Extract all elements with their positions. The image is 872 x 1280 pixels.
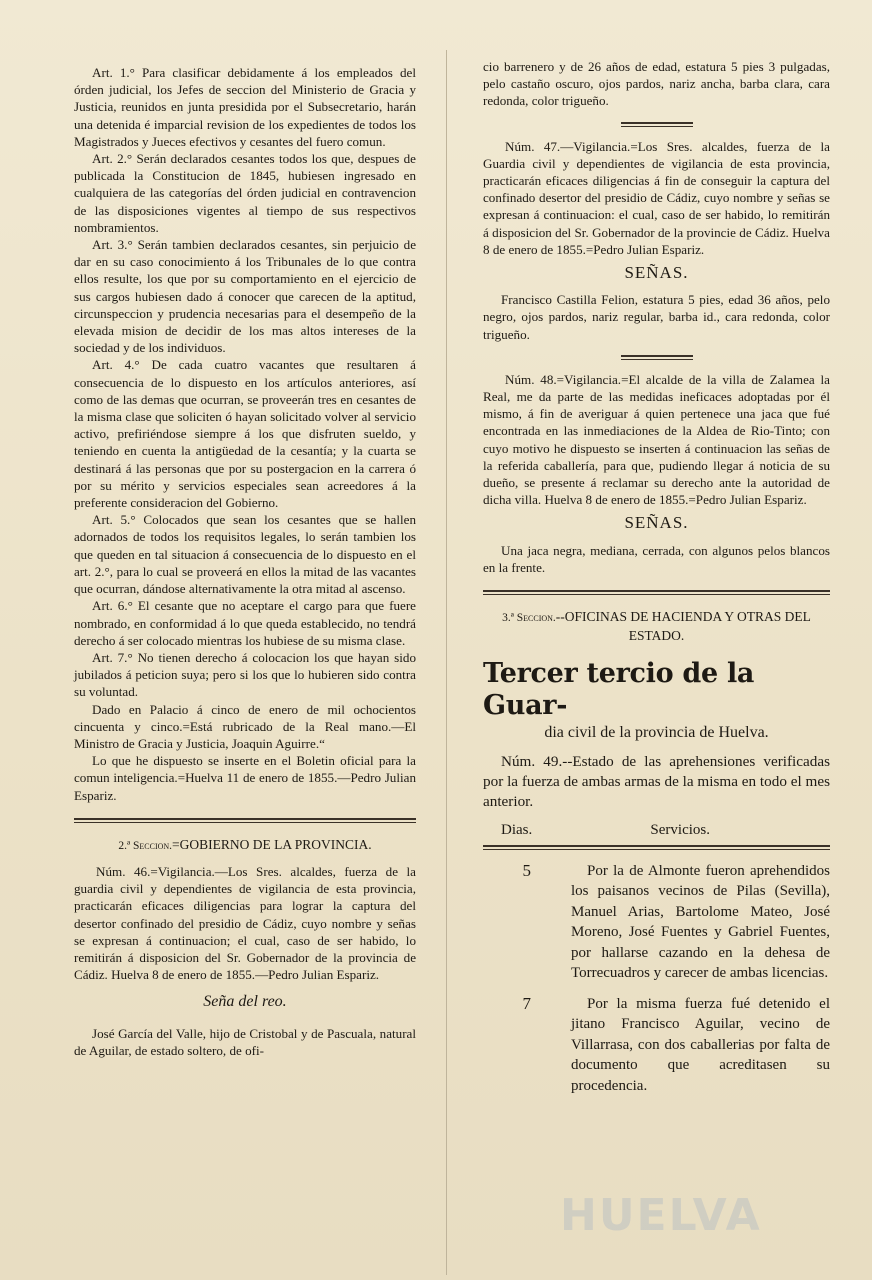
notice-49: Núm. 49.--Estado de las aprehensiones verificadas por la fuerza de ambas armas de la misma en todo el mes anterior. [483, 752, 830, 810]
notice-48: Núm. 48.=Vigilancia.=El alcalde de la villa de Zalamea la Real, me da parte de las medidas ineficaces adoptadas por él mismo, á fin de averiguar á quien pertenece una jaca que fué encontrada en las inmediaciones de la Aldea de Rio-Tinto; con cuyo motivo he dispuesto se inserten á continuacion las señas de la referida caballería, para que, pudiendo llegar á noticia de su dueño, se presente á reclamar su derecho ante la autoridad de dicha villa. Huelva 8 de enero de 1855.=Pedro Julian Espariz. [483, 371, 830, 508]
senas-heading-2: SEÑAS. [624, 513, 689, 533]
section-2-title: =GOBIERNO DE LA PROVINCIA. [172, 836, 372, 852]
section-2-label: 2.ª Seccion. [118, 839, 173, 852]
senas-2-text: Una jaca negra, mediana, cerrada, con algunos pelos blancos en la frente. [483, 542, 830, 575]
left-column [74, 0, 416, 1280]
decree-signature: Dado en Palacio á cinco de enero de mil ochocientos cincuenta y cinco.=Está rubricado de la Real mano.—El Ministro de Gracia y Justicia, Joaquin Aguirre.“ [74, 701, 416, 751]
table-header [483, 822, 830, 839]
column-servicios: Servicios. [650, 821, 710, 838]
entry-text: Por la misma fuerza fué detenido el jitano Francisco Aguilar, vecino de Villarrasa, con dos caballerias por falta de documento que acreditasen su procedencia. [571, 995, 830, 1094]
ornament-divider [74, 816, 416, 824]
ornament-divider [483, 843, 830, 851]
section-3-heading [483, 608, 830, 644]
archive-watermark: HUELVA [560, 1190, 762, 1241]
article-1: Art. 1.° Para clasificar debidamente á los empleados del órden judicial, los Jefes de seccion del Ministerio de Gracia y Justicia, reunidos en junta presidida por el Subsecretario, harán una detenida é imparcial revision de los expedientes de todos los Magistrados y Jueces efectivos y cesantes del fuero comun. [74, 65, 416, 149]
ornament-divider [483, 588, 830, 596]
guardia-civil-subtitle: dia civil de la provincia de Huelva. [544, 724, 769, 742]
ornament-divider [621, 120, 693, 128]
article-7: Art. 7.° No tienen derecho á colocacion los que hayan sido jubilados á peticion suya; pero si los que lo hubieren sido contra su voluntad. [74, 649, 416, 700]
publication-note: Lo que he dispuesto se inserte en el Boletin oficial para la comun inteligencia.=Huelva 11 de enero de 1855.—Pedro Julian Espariz. [74, 753, 416, 803]
notice-46: Núm. 46.=Vigilancia.—Los Sres. alcaldes, fuerza de la guardia civil y dependientes de vigilancia de esta provincia, practicarán eficaces diligencias para lograr la captura del desertor confinado del presidio de Cádiz, cuyo nombre y señas se expresan á continuacion; el cual, caso de ser habido, lo remitirán á disposicion del Sr. Gobernador de la provincia de Cádiz. Huelva 8 de enero de 1855.—Pedro Julian Espariz. [74, 863, 416, 983]
section-3-title: --OFICINAS DE HACIENDA Y OTRAS DEL ESTADO. [555, 609, 811, 644]
article-3: Art. 3.° Serán tambien declarados cesantes, sin perjuicio de dar en su caso conocimiento á los Tribunales de lo que contra ellos resulte, los que por su comportamiento en el ejercicio de sus cargos hubiesen dado á conocer que carecen de la aptitud, circunspeccion y prudencia necesarias para el desempeño de la elevada mision de decidir de los mas altos intereses de la sociedad y de los individuos. [74, 237, 416, 356]
entry-text: Por la de Almonte fueron aprehendidos los paisanos vecinos de Pilas (Sevilla), Manuel Arias, Bartolome Mateo, José Moreno, José Fuentes y Gabriel Fuentes, por hallarse cazando en la dehesa de Torrecuadros y carecer de ambas licencias. [571, 862, 830, 982]
sena-reo-heading: Seña del reo. [203, 993, 287, 1011]
entry-day: 5 [522, 860, 531, 880]
senas-heading-1: SEÑAS. [624, 263, 689, 283]
article-6: Art. 6.° El cesante que no aceptare el cargo para que fuere nombrado, en conformidad á lo que queda establecido, no tendrá derecho á ser colocado mientras los hubiese de su misma clase. [74, 598, 416, 648]
entry-day: 7 [522, 993, 531, 1013]
column-divider [446, 50, 447, 1275]
section-2-heading [74, 836, 416, 855]
reo-description-start: José García del Valle, hijo de Cristobal y de Pascuala, natural de Aguilar, de estado soltero, de ofi- [74, 1025, 416, 1058]
article-2: Art. 2.° Serán declarados cesantes todos los que, despues de publicada la Constitucion de 1845, hubiesen ingresado en cualquiera de las categorías del órden judicial en contravencion de las disposiciones vigentes al tiempo de sus respectivos nombramientos. [74, 151, 416, 235]
column-dias: Dias. [501, 821, 533, 838]
table-row [483, 994, 830, 1097]
guardia-civil-title: Tercer tercio de la Guar- [483, 658, 755, 722]
table-row [483, 861, 830, 984]
reo-description-end: cio barrenero y de 26 años de edad, estatura 5 pies 3 pulgadas, pelo castaño oscuro, ojos pardos, nariz ancha, barba clara, cara redonda, color trigueño. [483, 59, 830, 109]
right-column [483, 0, 830, 1280]
ornament-divider [621, 353, 693, 361]
notice-47: Núm. 47.—Vigilancia.=Los Sres. alcaldes, fuerza de la Guardia civil y dependientes de vigilancia de esta provincia, practicarán eficaces diligencias á fin de conseguir la captura del confinado desertor del presidio de Cádiz, cuyo nombre y señas se expresan á continuacion: el cual, caso de ser habido, lo remitirán á disposicion del Sr. Gobernador de la provincie de Cádiz. Huelva 8 de enero de 1855.=Pedro Julian Espariz. [483, 138, 830, 257]
article-5: Art. 5.° Colocados que sean los cesantes que se hallen adornados de todos los requisitos legales, lo serán tambien los que queden en tal situacion á consecuencia de lo dispuesto en el art. 2.°, para lo cual se proveerá en ellos la mitad de las vacantes que ocurran, dándose alternativamente la otra mitad al ascenso. [74, 512, 416, 597]
section-3-label: 3.ª Seccion. [502, 612, 556, 625]
article-4: Art. 4.° De cada cuatro vacantes que resultaren á consecuencia de lo dispuesto en los artículos anteriores, así como de las demas que ocurran, se proveerán tres en cesantes de la misma clase que soliciten ó hayan solicitado volver al servicio activo, prefiriéndose siempre á los que disfruten sueldo, y teniendo en cuenta la antigüedad de la cesantía; y la cuarta se destinará á las personas que por su postergacion en la carrera ó por su mérito y servicios especiales sean acreedores á la preferente consideracion del Gobierno. [74, 357, 416, 511]
senas-1-text: Francisco Castilla Felion, estatura 5 pies, edad 36 años, pelo negro, ojos pardos, nariz regular, barba id., cara redonda, color trigueño. [483, 292, 830, 342]
